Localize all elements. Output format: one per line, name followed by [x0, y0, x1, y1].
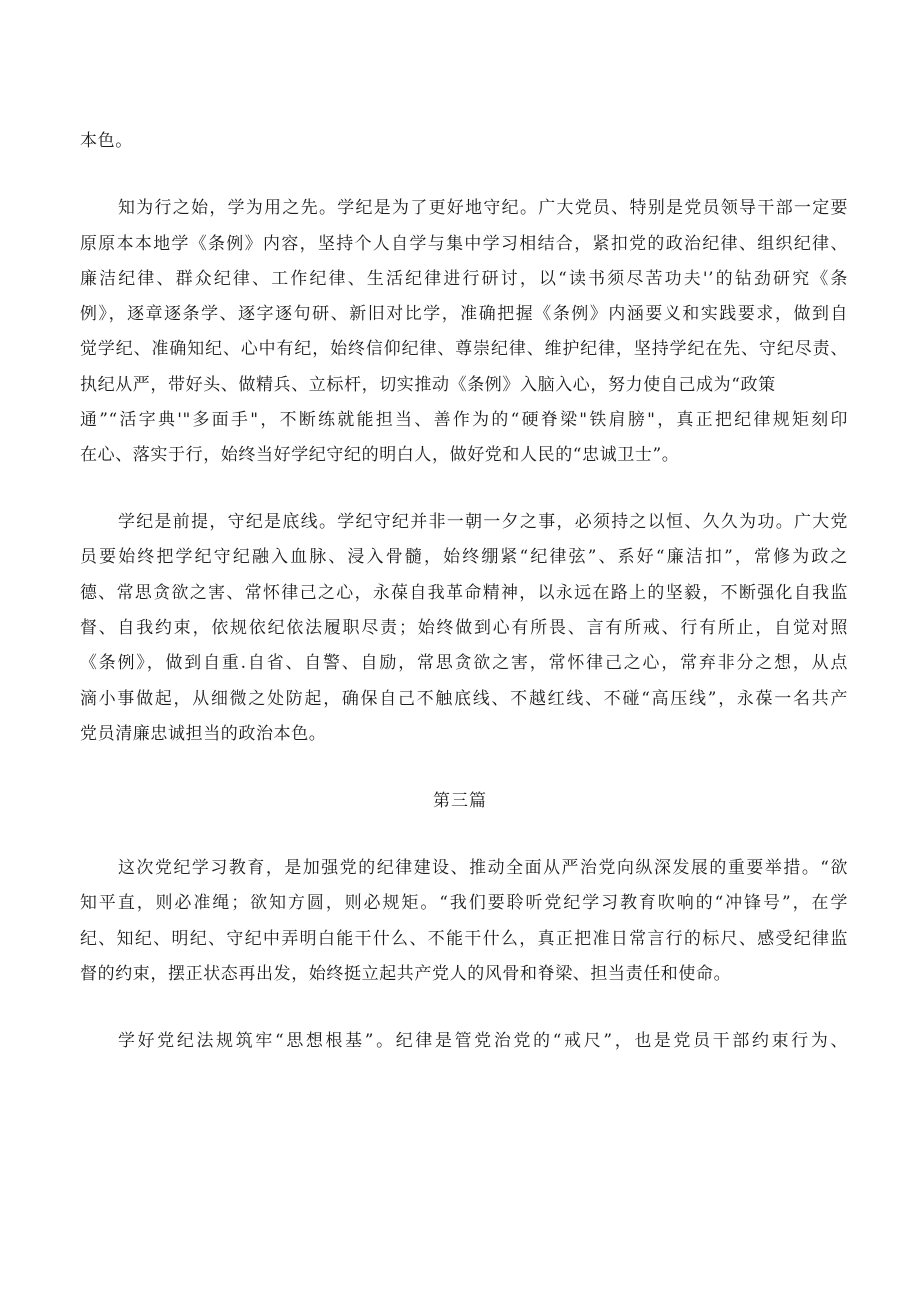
paragraph-line: 廉洁纪律、群众纪律、工作纪律、生活纪律进行研讨，以“读书须尽苦功夫'’的钻劲研究《条: [80, 269, 848, 289]
section-heading: 第三篇: [433, 791, 487, 811]
paragraph-line: 学纪是前提，守纪是底线。学纪守纪并非一朝一夕之事，必须持之以恒、久久为功。广大党: [118, 512, 849, 532]
paragraph-line: 党员清廉忠诚担当的政治本色。: [80, 724, 327, 744]
paragraph-line: 滴小事做起，从细微之处防起，确保自己不触底线、不越红线、不碰“高压线”，永葆一名共产: [80, 689, 848, 709]
paragraph-line: 原原本本地学《条例》内容，坚持个人自学与集中学习相结合，紧扣党的政治纪律、组织纪律、: [80, 234, 848, 254]
paragraph-line: 通”“活字典'"多面手"，不断练就能担当、善作为的“硬脊梁"铁肩膀"，真正把纪律规矩刻印: [80, 410, 848, 430]
paragraph-line: 督的约束，摆正状态再出发，始终挺立起共产党人的风骨和脊梁、担当责任和使命。: [80, 964, 732, 984]
paragraph-line: 纪、知纪、明纪、守纪中弄明白能干什么、不能干什么，真正把准日常言行的标尺、感受纪律监: [80, 929, 848, 949]
paragraph-line: 督、自我约束，依规依纪依法履职尽责；始终做到心有所畏、言有所戒、行有所止，自觉对照: [80, 618, 848, 638]
paragraph-line: 例》，逐章逐条学、逐字逐句研、新旧对比学，准确把握《条例》内涵要义和实践要求，做到自: [80, 304, 848, 324]
paragraph-line: 执纪从严，带好头、做精兵、立标杆，切实推动《条例》入脑入心，努力使自己成为“政策: [80, 375, 776, 395]
paragraph-line: 《条例》，做到自重.自省、自警、自励，常思贪欲之害，常怀律己之心，常弃非分之想，从点: [80, 653, 848, 673]
paragraph-line: 知平直，则必准绳；欲知方圆，则必规矩。“我们要聆听党纪学习教育吹响的“冲锋号”，在学: [80, 893, 848, 913]
paragraph-line: 德、常思贪欲之害、常怀律己之心，永葆自我革命精神，以永远在路上的坚毅，不断强化自我监: [80, 583, 848, 603]
paragraph-line: 知为行之始，学为用之先。学纪是为了更好地守纪。广大党员、特别是党员领导干部一定要: [118, 198, 849, 218]
paragraph-line: 本色。: [80, 131, 133, 151]
paragraph-line: 觉学纪、准确知纪、心中有纪，始终信仰纪律、尊崇纪律、维护纪律，坚持学纪在先、守纪尽责、: [80, 339, 848, 359]
paragraph-line: 学好党纪法规筑牢“思想根基”。纪律是管党治党的“戒尺”，也是党员干部约束行为、: [118, 1031, 849, 1051]
paragraph-line: 员要始终把学纪守纪融入血脉、浸入骨髓，始终绷紧“纪律弦”、系好“廉洁扣”，常修为政之: [80, 547, 848, 567]
paragraph-line: 在心、落实于行，始终当好学纪守纪的明白人，做好党和人民的“忠诚卫士”。: [80, 445, 680, 465]
paragraph-line: 这次党纪学习教育，是加强党的纪律建设、推动全面从严治党向纵深发展的重要举措。“欲: [118, 858, 849, 878]
